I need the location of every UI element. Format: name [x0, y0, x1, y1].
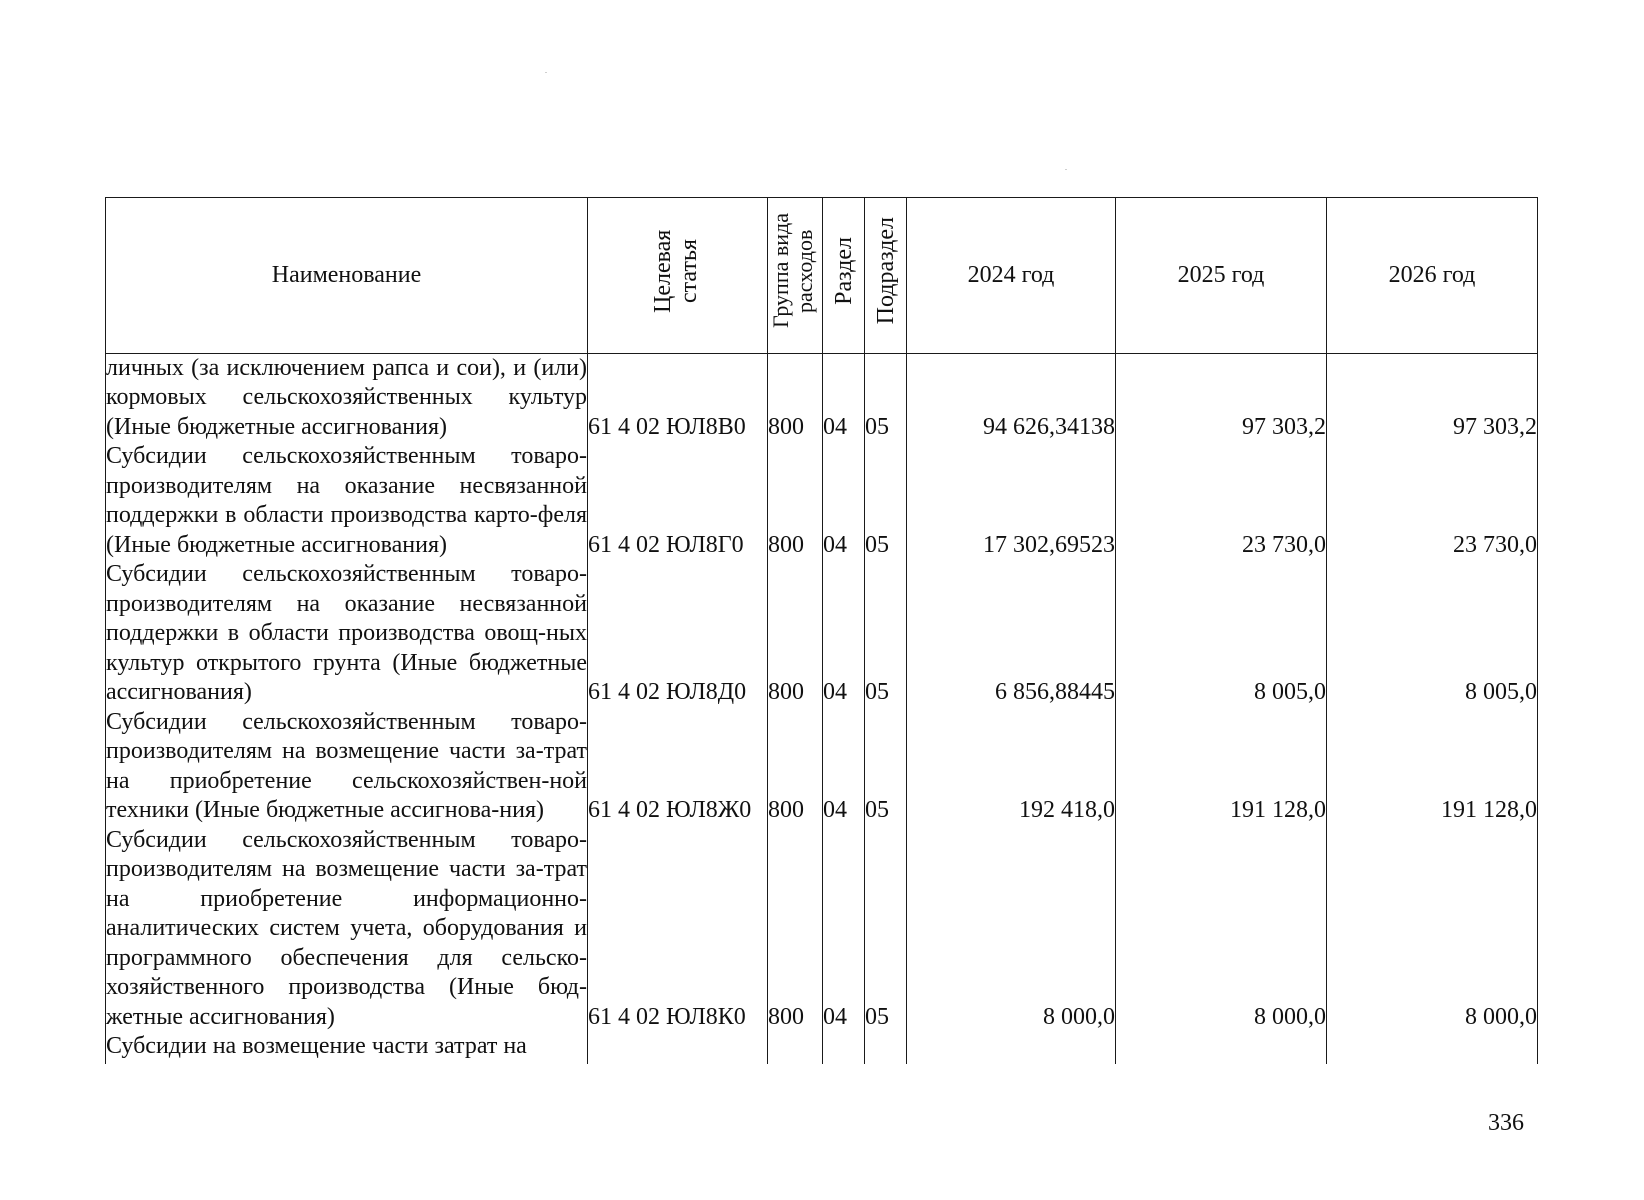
row-section: 04: [823, 708, 865, 826]
row-2024: [907, 1032, 1116, 1064]
header-expense-group: Группа вида расходов: [768, 198, 823, 354]
header-name: Наименование: [106, 198, 588, 354]
row-2024: 6 856,88445: [907, 560, 1116, 708]
row-subsection: 05: [865, 708, 907, 826]
row-code: 61 4 02 ЮЛ8Ж0: [588, 708, 768, 826]
row-2024: 192 418,0: [907, 708, 1116, 826]
row-name: личных (за исключением рапса и сои), и (или) кормовых сельскохозяйственных культур (Иные бюджетные ассигнования): [106, 353, 588, 442]
row-2026: 191 128,0: [1327, 708, 1538, 826]
row-2024: 17 302,69523: [907, 442, 1116, 560]
row-group: [768, 1032, 823, 1064]
row-name: Субсидии сельскохозяйственным товаро-производителям на оказание несвязанной поддержки в области производства карто-феля (Иные бюджетные ассигнования): [106, 442, 588, 560]
scan-dot: [1065, 169, 1067, 170]
table-header-row: [106, 198, 1538, 354]
row-2024: 8 000,0: [907, 826, 1116, 1033]
row-name: Субсидии сельскохозяйственным товаро-производителям на возмещение части за-трат на приобретение информационно-аналитических систем учета, оборудования и программного обеспечения для сельско-хозяйственного производства (Иные бюд-жетные ассигнования): [106, 826, 588, 1033]
row-group: 800: [768, 353, 823, 442]
row-subsection: 05: [865, 826, 907, 1033]
header-2025: 2025 год: [1116, 198, 1327, 354]
row-2025: 23 730,0: [1116, 442, 1327, 560]
row-group: 800: [768, 442, 823, 560]
table-row: [106, 353, 1538, 442]
row-subsection: 05: [865, 442, 907, 560]
header-subsection: Подраздел: [865, 198, 907, 354]
row-2026: 8 005,0: [1327, 560, 1538, 708]
row-code: [588, 1032, 768, 1064]
row-name: Субсидии сельскохозяйственным товаро-производителям на возмещение части за-трат на приобретение сельскохозяйствен-ной техники (Иные бюджетные ассигнова-ния): [106, 708, 588, 826]
row-code: 61 4 02 ЮЛ8В0: [588, 353, 768, 442]
row-subsection: 05: [865, 560, 907, 708]
scan-dot: [545, 72, 547, 73]
table-row: [106, 442, 1538, 560]
row-2024: 94 626,34138: [907, 353, 1116, 442]
row-2025: [1116, 1032, 1327, 1064]
row-2025: 191 128,0: [1116, 708, 1327, 826]
row-2025: 8 000,0: [1116, 826, 1327, 1033]
page-number: 336: [1488, 1110, 1524, 1136]
header-target-article: Целевая статья: [588, 198, 768, 354]
table-row: [106, 826, 1538, 1033]
row-code: 61 4 02 ЮЛ8К0: [588, 826, 768, 1033]
row-2026: 97 303,2: [1327, 353, 1538, 442]
row-section: 04: [823, 353, 865, 442]
row-2025: 8 005,0: [1116, 560, 1327, 708]
row-name: Субсидии на возмещение части затрат на: [106, 1032, 588, 1064]
budget-table: [105, 197, 1538, 1064]
row-2025: 97 303,2: [1116, 353, 1327, 442]
row-2026: 23 730,0: [1327, 442, 1538, 560]
row-2026: [1327, 1032, 1538, 1064]
row-2026: 8 000,0: [1327, 826, 1538, 1033]
header-2026: 2026 год: [1327, 198, 1538, 354]
row-code: 61 4 02 ЮЛ8Д0: [588, 560, 768, 708]
row-section: [823, 1032, 865, 1064]
header-2024: 2024 год: [907, 198, 1116, 354]
row-group: 800: [768, 708, 823, 826]
table-row: [106, 708, 1538, 826]
row-section: 04: [823, 560, 865, 708]
header-section: Раздел: [823, 198, 865, 354]
row-group: 800: [768, 560, 823, 708]
row-subsection: 05: [865, 353, 907, 442]
table-row: [106, 1032, 1538, 1064]
row-section: 04: [823, 826, 865, 1033]
row-code: 61 4 02 ЮЛ8Г0: [588, 442, 768, 560]
row-name: Субсидии сельскохозяйственным товаро-производителям на оказание несвязанной поддержки в области производства овощ-ных культур открытого грунта (Иные бюджетные ассигнования): [106, 560, 588, 708]
table-row: [106, 560, 1538, 708]
row-subsection: [865, 1032, 907, 1064]
row-group: 800: [768, 826, 823, 1033]
row-section: 04: [823, 442, 865, 560]
